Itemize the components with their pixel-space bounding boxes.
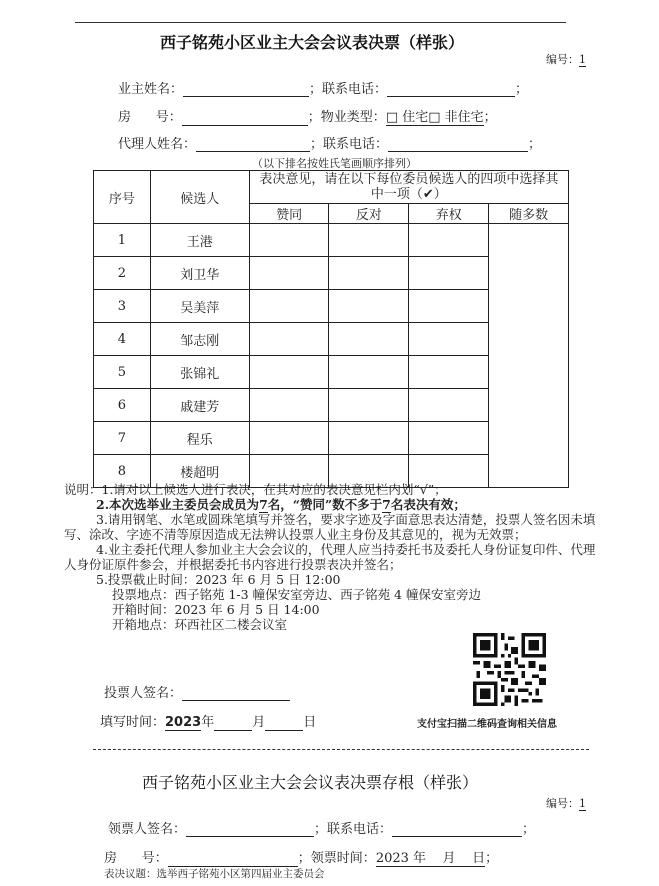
notes: [64, 482, 604, 632]
row-candidate: 王港: [150, 224, 249, 257]
note-5-open-time: 开箱时间：2023 年 6 月 5 日 14:00: [112, 602, 320, 617]
stub-room-row-end: ；: [485, 851, 499, 866]
owner-name-label: 业主姓名：: [118, 82, 184, 97]
row-no: 7: [94, 422, 151, 455]
vote-cell-agree[interactable]: [249, 389, 329, 422]
fill-time-day-field[interactable]: [265, 716, 303, 731]
col-no-header: 序号: [94, 171, 151, 224]
vote-cell-against[interactable]: [329, 356, 409, 389]
stub-number: [546, 795, 586, 811]
vote-cell-against[interactable]: [329, 389, 409, 422]
voter-sign-label: 投票人签名：: [104, 686, 183, 701]
note-1: 说明：1.请对以上候选人进行表决，在其对应的表决意见栏内划“√”；: [64, 482, 447, 497]
opinion-header: 表决意见，请在以下每位委员候选人的四项中选择其中一项（✔）: [249, 171, 568, 204]
fill-time-month-unit: 月: [252, 715, 266, 730]
opinion-majority: 随多数: [489, 204, 569, 224]
vote-cell-agree[interactable]: [249, 422, 329, 455]
stub-receiver-row-end: ；: [522, 822, 536, 837]
stub-room-label: 房 号：: [104, 851, 168, 866]
fill-time-row: [100, 711, 316, 731]
property-type-options[interactable]: □ 住宅□ 非住宅: [385, 110, 484, 125]
vote-cell-abstain[interactable]: [409, 356, 489, 389]
tear-line: [93, 749, 589, 750]
room-label: 房 号：: [118, 110, 182, 125]
agent-name-label: 代理人姓名：: [118, 137, 197, 152]
row-candidate: 戚建芳: [150, 389, 249, 422]
row-candidate: 张锦礼: [150, 356, 249, 389]
note-3: 3.请用钢笔、水笔或圆珠笔填写并签名，要求字迹及字面意思表达清楚，投票人签名因未填写、涂改、字迹不清等原因造成无法辨认投票人业主身份及其意见的，视为无效票；: [64, 512, 596, 542]
row-candidate: 刘卫华: [150, 257, 249, 290]
owner-phone-label: ；联系电话：: [309, 82, 388, 97]
vote-cell-abstain[interactable]: [409, 290, 489, 323]
opinion-agree: 赞同: [249, 204, 329, 224]
row-no: 4: [94, 323, 151, 356]
vote-cell-agree[interactable]: [249, 257, 329, 290]
stub-title: 西子铭苑小区业主大会会议表决票存根（样张）: [142, 773, 479, 792]
stub-receiver-field[interactable]: [186, 822, 314, 837]
row-no: 8: [94, 455, 151, 488]
agent-phone-field[interactable]: [388, 137, 528, 152]
vote-table: [93, 170, 569, 488]
room-field[interactable]: [182, 111, 308, 126]
agent-row: [118, 133, 541, 152]
row-candidate: 邹志刚: [150, 323, 249, 356]
stub-subject: 表决议题：选举西子铭苑小区第四届业主委员会: [104, 868, 325, 880]
note-2: [64, 497, 604, 512]
vote-cell-against[interactable]: [329, 323, 409, 356]
vote-cell-agree[interactable]: [249, 323, 329, 356]
fill-time-label: 填写时间：: [100, 715, 166, 730]
stub-receiver-row: [108, 818, 535, 837]
vote-cell-abstain[interactable]: [409, 224, 489, 257]
vote-cell-against[interactable]: [329, 257, 409, 290]
note-2-num1: 7: [259, 497, 268, 512]
col-candidate-header: 候选人: [150, 171, 249, 224]
fill-time-year-unit: 年: [201, 715, 215, 730]
top-rule: [75, 22, 566, 23]
vote-cell-agree[interactable]: [249, 224, 329, 257]
owner-row-end: ；: [515, 82, 529, 97]
order-note: （以下排名按姓氏笔画顺序排列）: [252, 157, 417, 170]
owner-phone-field[interactable]: [387, 82, 515, 97]
agent-phone-label: ；联系电话：: [310, 137, 389, 152]
ballot-number-label: 编号：: [546, 53, 579, 66]
note-2-num2: 7: [382, 497, 391, 512]
owner-row: [118, 78, 528, 97]
row-candidate: 楼超明: [150, 455, 249, 488]
note-4: 4.业主委托代理人参加业主大会会议的，代理人应当持委托书及委托人身份证复印件、代理人身份证原件参会，并根据委托书内容进行投票表决并签名；: [64, 542, 596, 572]
vote-cell-abstain[interactable]: [409, 323, 489, 356]
row-no: 1: [94, 224, 151, 257]
opinion-abstain: 弃权: [409, 204, 489, 224]
stub-room-field[interactable]: [168, 852, 298, 867]
row-no: 5: [94, 356, 151, 389]
stub-number-label: 编号：: [546, 797, 579, 810]
stub-receive-time-value[interactable]: 2023 年 月 日: [375, 851, 486, 866]
room-row: [118, 106, 497, 126]
agent-name-field[interactable]: [196, 137, 310, 152]
stub-phone-label: ；联系电话：: [314, 822, 393, 837]
vote-cell-agree[interactable]: [249, 290, 329, 323]
ballot-number-value: 1: [579, 53, 586, 66]
note-5: 5.投票截止时间：2023 年 6 月 5 日 12:00: [96, 572, 341, 587]
fill-time-month-field[interactable]: [214, 716, 252, 731]
row-candidate: 程乐: [150, 422, 249, 455]
qr-code-icon[interactable]: [471, 633, 548, 706]
vote-cell-majority[interactable]: [489, 224, 569, 488]
stub-receiver-label: 领票人签名：: [108, 822, 187, 837]
property-type-label: ；物业类型：: [307, 110, 386, 125]
note-5-open-place: 开箱地点：环西社区二楼会议室: [112, 617, 288, 632]
row-no: 6: [94, 389, 151, 422]
vote-cell-abstain[interactable]: [409, 389, 489, 422]
qr-caption: 支付宝扫描二维码查询相关信息: [417, 719, 557, 730]
vote-cell-against[interactable]: [329, 422, 409, 455]
note-2-b: 名，“赞同”数不多于: [267, 497, 383, 512]
vote-cell-abstain[interactable]: [409, 422, 489, 455]
row-candidate: 吴美萍: [150, 290, 249, 323]
owner-name-field[interactable]: [183, 82, 309, 97]
ballot-title: 西子铭苑小区业主大会会议表决票（样张）: [160, 33, 465, 52]
room-row-end: ；: [483, 110, 497, 125]
row-no: 3: [94, 290, 151, 323]
row-no: 2: [94, 257, 151, 290]
vote-cell-agree[interactable]: [249, 356, 329, 389]
stub-number-value: 1: [579, 797, 586, 810]
vote-cell-against[interactable]: [329, 224, 409, 257]
note-2-a: 2.本次选举业主委员会成员为: [96, 497, 260, 512]
note-5-place: 投票地点：西子铭苑 1-3 幢保安室旁边、西子铭苑 4 幢保安室旁边: [112, 587, 481, 602]
agent-row-end: ；: [528, 137, 542, 152]
ballot-number: [546, 51, 586, 67]
vote-cell-against[interactable]: [329, 290, 409, 323]
vote-cell-abstain[interactable]: [409, 257, 489, 290]
table-row: [94, 224, 569, 257]
voter-sign-row: [104, 682, 290, 701]
stub-room-row: [104, 847, 498, 867]
stub-phone-field[interactable]: [392, 822, 522, 837]
stub-receive-time-label: ；领票时间：: [297, 851, 376, 866]
voter-sign-field[interactable]: [182, 686, 290, 701]
opinion-against: 反对: [329, 204, 409, 224]
fill-time-day-unit: 日: [303, 715, 317, 730]
note-2-c: 名表决有效；: [390, 497, 466, 512]
fill-time-year[interactable]: 2023: [165, 715, 202, 730]
